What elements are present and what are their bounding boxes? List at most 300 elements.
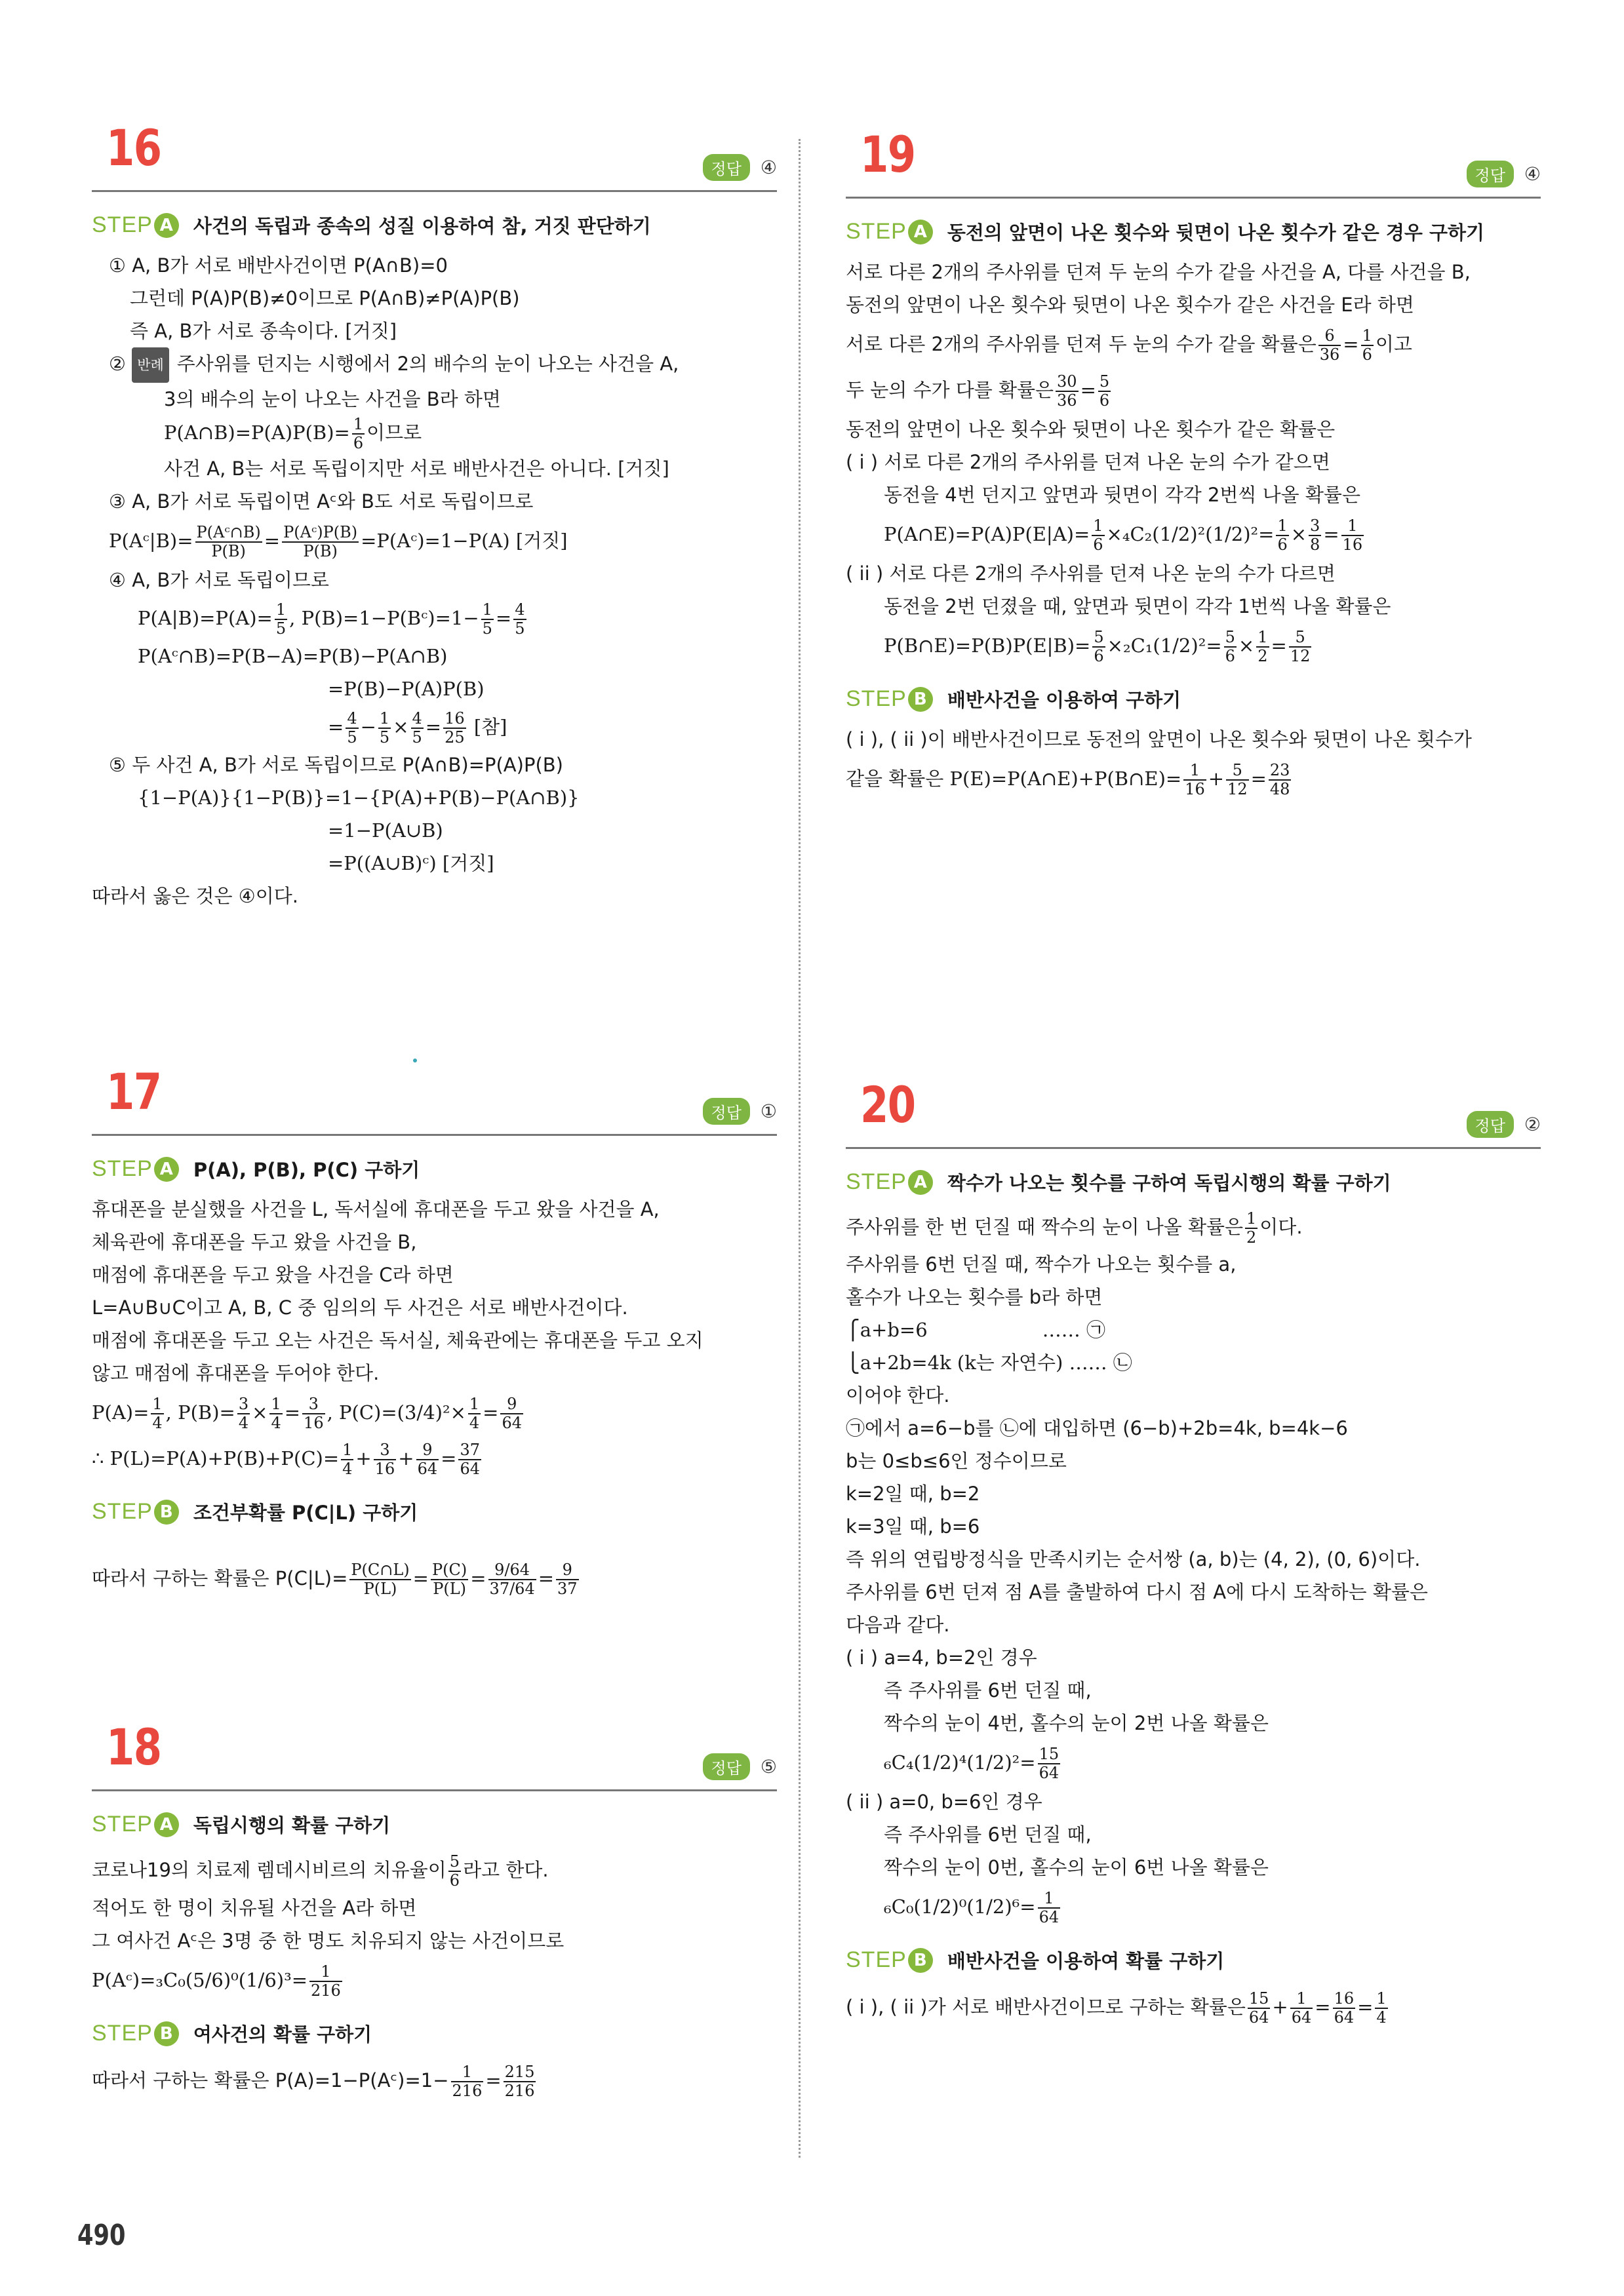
denominator: P(L) [363,1580,397,1598]
fraction [1245,1210,1258,1247]
step-a-heading [92,212,777,239]
solution-line: 즉 주사위를 6번 던질 때, [884,1823,1092,1846]
solution-line: 동전의 앞면이 나온 횟수와 뒷면이 나온 횟수가 같은 확률은 [846,418,1336,440]
fraction [1289,629,1312,665]
denominator: 12 [1290,647,1311,665]
problem-19 [846,125,1541,802]
solution-line: ㉠에서 a=6−b를 ㉡에 대입하면 (6−b)+2b=4k, b=4k−6 [846,1417,1348,1439]
expr: = [1080,379,1096,401]
step-title: 사건의 독립과 종속의 성질 이용하여 참, 거짓 판단하기 [193,215,651,237]
solution-line [92,1390,777,1435]
expr: , P(B)= [165,1401,235,1424]
line-text: ( i ), ( ii )가 서로 배반사건이므로 구하는 확률은 [846,1996,1246,2018]
expr: + [1272,1996,1288,2018]
fraction [1341,517,1364,554]
solution-line [846,321,1541,367]
step-letter-icon: A [908,220,933,244]
denominator: 5 [379,728,390,747]
fraction [151,1395,163,1432]
compound-fraction [488,1561,536,1598]
step-b-heading [92,1498,777,1525]
denominator: 2 [1258,647,1268,665]
solution-line: ( ii ) a=0, b=6인 경우 [846,1791,1042,1813]
answer-badge: 정답 [703,1753,750,1780]
solution-line: =1−P(A∪B) [328,819,443,842]
fraction [1092,517,1104,554]
expr: ×₄C₂(1/2)²(1/2)²= [1106,523,1275,545]
denominator: 16 [1185,780,1205,798]
expr: P(Aᶜ|B)= [109,530,193,552]
solution-line: 즉 A, B가 서로 종속이다. [거짓] [130,320,397,342]
step-label: STEP [846,1947,907,1972]
step-b-heading [846,1947,1541,1974]
fraction [309,1963,342,2000]
solution-line [92,1536,777,1621]
numerator: 4 [347,709,357,728]
answer-badge: 정답 [1467,1111,1514,1138]
denominator: 2 [1246,1228,1257,1247]
fraction [513,601,526,638]
numerator: 1 [1258,628,1268,646]
fraction [1092,629,1105,665]
numerator: 1 [271,1395,281,1413]
numerator: 1 [309,1963,342,1982]
solution-line: ( i ) 서로 다른 2개의 주사위를 던져 나온 눈의 수가 같으면 [846,451,1330,473]
step-title: 배반사건을 이용하여 확률 구하기 [947,1950,1225,1972]
numerator: 1 [482,600,492,619]
numerator: 1 [1038,1890,1061,1909]
expr: = [425,716,442,738]
solution-line: P(Aᶜ∩B)=P(B−A)=P(B)−P(A∩B) [138,645,448,667]
step-letter-icon: A [154,213,179,238]
fraction [451,2063,484,2100]
fraction [504,2063,536,2100]
numerator: 5 [1289,629,1312,648]
denominator: 64 [1248,2008,1269,2027]
answer-value: ④ [1524,163,1541,185]
fraction [237,1395,250,1432]
denominator: 6 [449,1871,460,1890]
expr: + [1208,768,1225,790]
fraction [1056,373,1079,410]
denominator: 6 [353,434,364,452]
denominator: 6 [1093,535,1103,554]
fraction [1309,517,1321,554]
denominator: 64 [1334,2008,1355,2027]
denominator: 6 [1225,647,1235,665]
expr: + [355,1447,372,1469]
column-divider [799,139,801,2158]
line-text: 이므로 [366,421,422,444]
solution-line [92,2057,777,2103]
solution-line: 체육관에 휴대폰을 두고 왔을 사건을 B, [92,1231,417,1253]
denominator: 64 [1039,1764,1060,1782]
answer-value: ① [760,1100,777,1122]
expr: = [1250,768,1267,790]
expr: ₆C₄(1/2)⁴(1/2)²= [884,1751,1036,1774]
numerator: 15 [1039,1745,1060,1763]
answer-box [703,1753,777,1780]
expr: = [1343,333,1359,355]
solution-line [92,1848,777,1892]
line-text: 주사위를 던지는 시행에서 2의 배수의 눈이 나오는 사건을 A, [176,353,679,375]
numerator: 3 [1310,516,1320,535]
answer-badge: 정답 [1467,161,1514,187]
solution-line: 이어야 한다. [846,1384,950,1407]
answer-value: ⑤ [760,1756,777,1778]
solution-line: ( i ), ( ii )이 배반사건이므로 동전의 앞면이 나온 횟수와 뒷면이 나온 횟수가 [846,728,1472,750]
denominator: P(B) [303,542,338,560]
expr: = [1323,523,1339,545]
solution-line: 매점에 휴대폰을 두고 오는 사건은 독서실, 체육관에는 휴대폰을 두고 오지 [92,1329,703,1352]
fraction [1333,1990,1356,2027]
numerator: P(C) [431,1561,467,1579]
denominator: 36 [1319,345,1340,364]
solution-line: 매점에 휴대폰을 두고 왔을 사건을 C라 하면 [92,1264,454,1286]
expr: = [538,1567,555,1589]
step-a-heading [92,1811,777,1838]
problem-16 [92,121,777,912]
expr: = [485,2069,502,2092]
problem-17 [92,1062,777,1621]
solution-line: 적어도 한 명이 치유될 사건을 A라 하면 [92,1897,417,1919]
solution-line: {1−P(A)}{1−P(B)}=1−{P(A)+P(B)−P(A∩B)} [138,787,580,809]
numerator: 215 [504,2063,535,2081]
expr: , P(C)=(3/4)²× [327,1401,466,1424]
denominator: 48 [1269,780,1290,798]
solution-line [92,416,777,452]
numerator: 5 [449,1852,460,1871]
decorative-dot [413,1059,417,1062]
solution-line: ③ A, B가 서로 독립이면 Aᶜ와 B도 서로 독립이므로 [109,490,534,513]
numerator: 1 [469,1395,480,1413]
step-a-heading [846,1169,1541,1196]
fraction [1183,762,1206,798]
numerator: 1 [1376,1989,1387,2008]
expr: − [360,716,376,738]
expr: + [398,1447,414,1469]
solution-line: 사건 A, B는 서로 독립이지만 서로 배반사건은 아니다. [거짓] [164,457,669,480]
expr: P(A∩E)=P(A)P(E|A)= [884,523,1090,545]
line-text: 따라서 구하는 확률은 P(C|L)= [92,1567,348,1589]
fraction [500,1395,523,1432]
problem-header [846,1078,1541,1149]
answer-badge: 정답 [703,1098,750,1125]
problem-header [92,1062,777,1136]
fraction [416,1441,439,1478]
solution-line [92,1435,777,1481]
problem-number: 18 [106,1718,161,1776]
step-label: STEP [92,1499,153,1524]
step-b-heading [846,686,1541,712]
denominator: 25 [445,728,465,747]
step-label: STEP [846,686,907,711]
expr: = [495,607,512,629]
denominator: P(L) [433,1580,467,1598]
solution-line [846,1206,1541,1248]
fraction [468,1395,481,1432]
fraction [448,1853,461,1890]
problem-20 [846,1078,1541,2030]
numerator: 5 [1226,762,1249,781]
solution-line: L=A∪B∪C이고 A, B, C 중 임의의 두 사건은 서로 배반사건이다. [92,1296,628,1319]
fraction [411,710,424,747]
denominator: 6 [1099,391,1110,410]
denominator: 5 [412,728,422,747]
denominator: 64 [460,1460,480,1478]
denominator: 6 [1094,647,1104,665]
solution-line: 즉 위의 연립방정식을 만족시키는 순서쌍 (a, b)는 (4, 2), (0, 6)이다. [846,1548,1421,1570]
fraction [1256,629,1269,665]
problem-number: 20 [860,1076,915,1134]
counterexample-badge: 반례 [132,347,169,383]
numerator: 1 [275,600,287,619]
numerator: 3 [374,1441,397,1460]
numerator: 9 [416,1441,439,1460]
solution-line [846,1884,1541,1930]
fraction [346,710,358,747]
solution-line: 짝수의 눈이 4번, 홀수의 눈이 2번 나올 확률은 [884,1712,1269,1734]
solution-line: ( ii ) 서로 다른 2개의 주사위를 던져 나온 눈의 수가 다르면 [846,562,1336,585]
fraction [302,1395,325,1432]
step-title: 배반사건을 이용하여 구하기 [947,689,1181,711]
expr: = [441,1447,457,1469]
numerator: 5 [1099,372,1110,391]
numerator: 16 [1334,1989,1355,2008]
problem-18 [92,1718,777,2103]
solution-line: 짝수의 눈이 0번, 홀수의 눈이 6번 나올 확률은 [884,1856,1269,1878]
expr: [참] [467,716,507,738]
step-letter-icon: B [154,1500,179,1525]
fraction [1224,629,1237,665]
answer-box [703,154,777,181]
fraction [1269,762,1292,798]
page-number: 490 [77,2219,126,2252]
line-text: 이고 [1375,333,1412,355]
expr: ×₂C₁(1/2)²= [1107,634,1222,657]
denominator: 37 [557,1580,578,1598]
fraction [282,524,359,560]
denominator: 4 [238,1414,249,1432]
expr: = [284,1401,301,1424]
expr: = [1357,1996,1374,2018]
line-text: 주사위를 한 번 던질 때 짝수의 눈이 나올 확률은 [846,1216,1244,1238]
step-label: STEP [92,1812,153,1837]
step-label: STEP [92,2021,153,2046]
denominator: 37/64 [489,1580,535,1598]
numerator: 1 [353,415,364,433]
problem-header [92,121,777,192]
numerator: 1 [1341,517,1364,536]
fraction [195,524,262,560]
solution-line [92,518,777,564]
fraction [374,1441,397,1478]
denominator: 16 [374,1460,395,1478]
solution-line [92,705,777,749]
denominator: 64 [502,1414,523,1432]
numerator: 1 [1246,1209,1257,1228]
numerator: 4 [515,600,525,619]
expr: P(B∩E)=P(B)P(E|B)= [884,634,1091,657]
line-text: 이다. [1259,1216,1303,1238]
expr: × [393,716,409,738]
numerator: 9 [556,1561,579,1580]
numerator: 37 [460,1441,480,1459]
step-label: STEP [846,1169,907,1194]
numerator: 1 [1277,516,1288,535]
denominator: 216 [452,2082,483,2100]
answer-value: ④ [760,157,777,178]
fraction [556,1561,579,1598]
solution-line: ⑤ 두 사건 A, B가 서로 독립이므로 P(A∩B)=P(A)P(B) [109,754,563,776]
solution-line: 홀수가 나오는 횟수를 b라 하면 [846,1286,1103,1308]
fraction [1248,1990,1271,2027]
numerator: 1 [379,709,390,728]
item-marker: ② [109,353,126,375]
solution-line: k=3일 때, b=6 [846,1515,980,1538]
solution-line [846,367,1541,413]
solution-line: ( i ) a=4, b=2인 경우 [846,1646,1037,1669]
numerator: 1 [342,1441,353,1459]
denominator: 64 [417,1460,438,1478]
expr: = [1315,1996,1331,2018]
fraction [1276,517,1288,554]
denominator: 12 [1227,780,1248,798]
fraction [1375,1990,1387,2027]
numerator: P(Aᶜ)P(B) [283,523,358,541]
numerator: 15 [1248,1989,1269,2008]
denominator: 5 [515,619,525,638]
denominator: P(B) [211,542,246,560]
solution-line: 3의 배수의 눈이 나오는 사건을 B라 하면 [164,388,501,410]
numerator: 1 [451,2063,484,2082]
step-title: 독립시행의 확률 구하기 [193,1814,391,1837]
solution-line [846,511,1541,557]
denominator: 4 [271,1414,281,1432]
fraction [275,601,287,638]
numerator: 1 [1093,516,1103,535]
solution-line: 주사위를 6번 던질 때, 짝수가 나오는 횟수를 a, [846,1253,1237,1275]
solution-line: 동전의 앞면이 나온 횟수와 뒷면이 나온 횟수가 같은 사건을 E라 하면 [846,294,1414,316]
fraction [1318,327,1341,364]
solution-line: 휴대폰을 분실했을 사건을 L, 독서실에 휴대폰을 두고 왔을 사건을 A, [92,1198,660,1220]
expr: ₆C₀(1/2)⁰(1/2)⁶= [884,1896,1036,1918]
denominator: 16 [1342,535,1363,554]
solution-line [846,1740,1541,1785]
numerator: 4 [412,709,422,728]
solution-line: 동전을 4번 던지고 앞면과 뒷면이 각각 2번씩 나올 확률은 [884,484,1360,506]
solution-line: =P(B)−P(A)P(B) [328,678,485,700]
expr: × [1290,523,1307,545]
numerator: 3 [238,1395,249,1413]
denominator: 5 [275,619,287,638]
problem-header [92,1718,777,1791]
step-letter-icon: A [908,1170,933,1195]
expr: × [1238,634,1255,657]
solution-line: 다음과 같다. [846,1614,950,1636]
answer-box [1467,161,1541,187]
denominator: 36 [1057,391,1077,410]
denominator: 16 [304,1414,324,1432]
expr: = [470,1567,486,1589]
solution-line: 그런데 P(A)P(B)≠0이므로 P(A∩B)≠P(A)P(B) [130,287,520,309]
fraction [269,1395,282,1432]
fraction [443,710,466,747]
numerator: 9 [500,1395,523,1414]
denominator: 64 [1291,2008,1312,2027]
solution-line: 그 여사건 Aᶜ은 3명 중 한 명도 치유되지 않는 사건이므로 [92,1930,564,1952]
step-title: 동전의 앞면이 나온 횟수와 뒷면이 나온 횟수가 같은 경우 구하기 [947,222,1485,244]
line-text: 서로 다른 2개의 주사위를 던져 두 눈의 수가 같을 확률은 [846,333,1317,355]
solution-line [846,623,1541,669]
step-letter-icon: B [154,2021,179,2046]
problem-number: 16 [106,119,161,177]
step-letter-icon: B [908,1948,933,1973]
step-title: P(A), P(B), P(C) 구하기 [193,1159,420,1181]
fraction [341,1441,353,1478]
denominator: 5 [482,619,492,638]
solution-line: k=2일 때, b=2 [846,1483,980,1505]
fraction [378,710,391,747]
expr: = [483,1401,499,1424]
answer-value: ② [1524,1114,1541,1135]
solution-line: 서로 다른 2개의 주사위를 던져 두 눈의 수가 같을 사건을 A, 다를 사건을 B, [846,261,1471,283]
fraction [1226,762,1249,798]
problem-header [846,125,1541,199]
expr: ∴ P(L)=P(A)+P(B)+P(C)= [92,1447,340,1469]
expr: P(A∩B)=P(A)P(B)= [164,421,350,444]
numerator: 16 [445,709,465,728]
fraction [349,1561,410,1598]
numerator: 5 [1094,628,1104,646]
solution-line [92,1957,777,2003]
step-a-heading [92,1156,777,1182]
step-label: STEP [92,212,153,237]
step-letter-icon: A [154,1157,179,1182]
expr: = [1271,634,1287,657]
fraction [1361,327,1374,364]
solution-line: 않고 매점에 휴대폰을 두어야 한다. [92,1362,380,1384]
solution-line [846,1984,1541,2030]
numerator: 9/64 [488,1561,536,1580]
fraction [1038,1745,1061,1782]
step-b-heading [92,2020,777,2047]
numerator: 3 [302,1395,325,1414]
step-label: STEP [92,1156,153,1181]
expr: =P(Aᶜ)=1−P(A) [거짓] [361,530,568,552]
fraction [481,601,494,638]
solution-line: b는 0≤b≤6인 정수이므로 [846,1450,1067,1472]
step-title: 여사건의 확률 구하기 [193,2023,372,2046]
expr: × [252,1401,268,1424]
step-title: 조건부확률 P(C|L) 구하기 [193,1502,418,1524]
step-label: STEP [846,219,907,244]
fraction [1290,1990,1313,2027]
solution-line: =P((A∪B)ᶜ) [거짓] [328,852,494,874]
answer-badge: 정답 [703,154,750,181]
answer-box [703,1098,777,1125]
expr: P(A|B)=P(A)= [138,607,273,629]
expr: 같을 확률은 P(E)=P(A∩E)+P(B∩E)= [846,768,1182,790]
fraction [458,1441,481,1478]
numerator: 1 [1290,1990,1313,2009]
numerator: 23 [1269,761,1290,779]
numerator: P(C∩L) [351,1561,410,1579]
solution-line [846,756,1541,802]
fraction [1038,1890,1061,1926]
expr: = [264,530,281,552]
solution-line: 즉 주사위를 6번 던질 때, [884,1679,1092,1702]
